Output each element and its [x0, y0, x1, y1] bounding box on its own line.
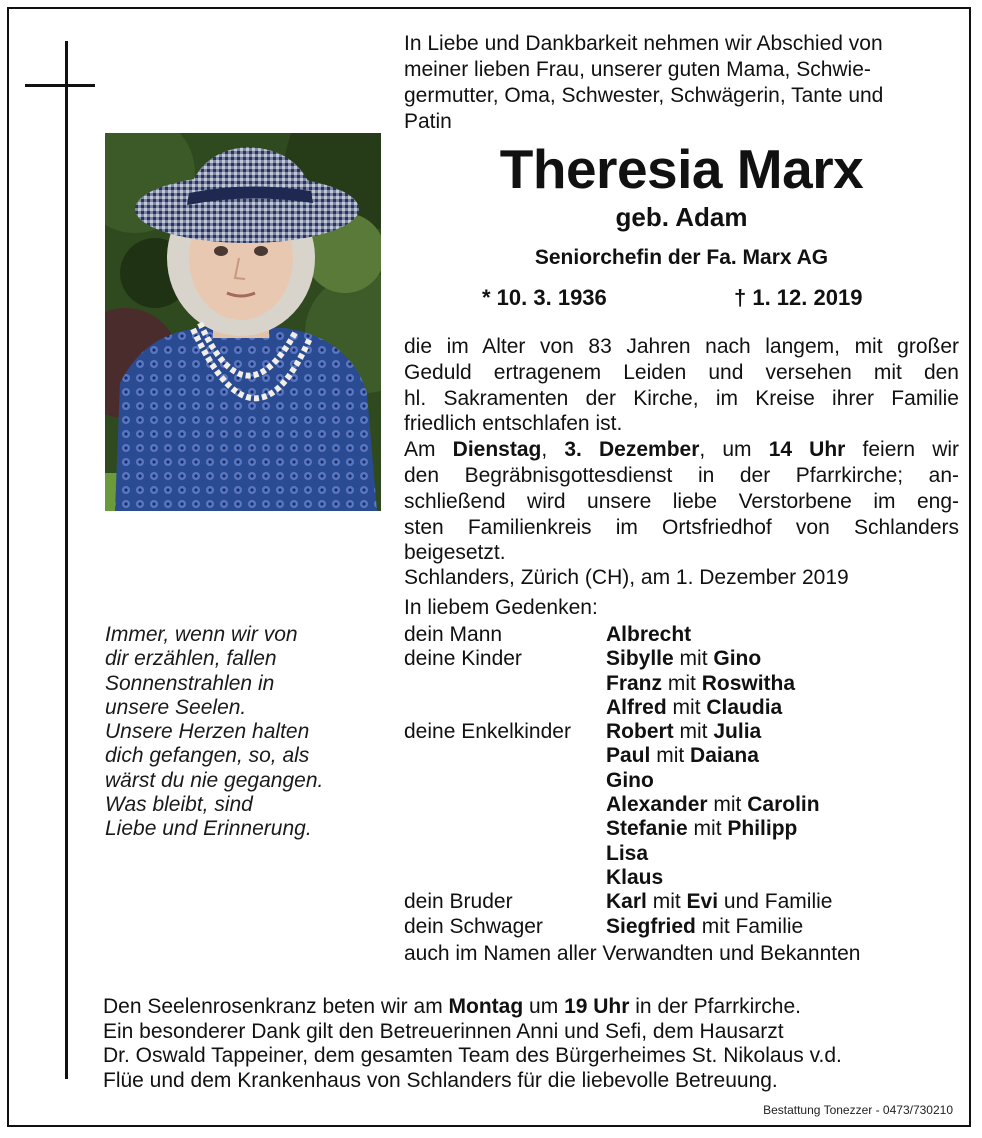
family-name: Paul — [606, 744, 651, 768]
cross-horizontal-bar — [25, 84, 95, 87]
family-connector: mit — [679, 647, 708, 671]
family-name: Daiana — [690, 744, 759, 768]
family-connector: mit — [713, 793, 742, 817]
funeral-am: Am — [404, 438, 436, 462]
poem-line: Unsere Herzen halten — [105, 720, 310, 744]
birth-name: geb. Adam — [615, 202, 748, 232]
rosary-time: 19 Uhr — [564, 995, 630, 1018]
family-name: Alfred — [606, 695, 667, 719]
text-line: friedlich entschlafen ist. — [404, 412, 623, 436]
poem-line: dir erzählen, fallen — [105, 647, 277, 671]
family-name: Robert — [606, 720, 674, 744]
family-name: Sibylle — [606, 647, 674, 671]
family-row — [404, 915, 959, 939]
family-name: Julia — [713, 720, 762, 744]
deceased-role: Seniorchefin der Fa. Marx AG — [534, 246, 829, 269]
obituary-card — [7, 7, 971, 1127]
funeral-comma: , — [541, 438, 548, 462]
poem — [105, 623, 375, 842]
relation-label: deine Enkelkinder — [404, 720, 571, 744]
rosary-text: Den Seelenrosenkranz beten wir am — [103, 995, 443, 1018]
funeral-time: 14 Uhr — [768, 438, 846, 462]
poem-line: Liebe und Erinnerung. — [105, 817, 312, 841]
birth-date: * 10. 3. 1936 — [482, 285, 607, 310]
intro-text — [404, 31, 959, 135]
deceased-name: Theresia Marx — [499, 138, 864, 200]
family-connector: mit — [672, 695, 701, 719]
family-row — [404, 623, 959, 647]
funeral-date: 3. Dezember — [564, 438, 700, 462]
poem-line: unsere Seelen. — [105, 695, 247, 719]
family-name: Alexander — [606, 793, 708, 817]
family-name: Carolin — [747, 793, 820, 817]
family-name: Gino — [713, 647, 762, 671]
place-date: Schlanders, Zürich (CH), am 1. Dezember 2019 — [404, 566, 849, 589]
family-connector: mit — [693, 817, 722, 841]
family-connector: mit — [652, 890, 681, 914]
family-row — [404, 647, 959, 671]
text-line: den Begräbnisgottesdienst in der Pfarrkirche; an- — [404, 463, 959, 487]
family-row — [404, 769, 959, 793]
poem-line: dich gefangen, so, als — [105, 744, 310, 768]
text-line: schließend wird unsere liebe Verstorbene im eng- — [404, 489, 959, 513]
intro-line: Patin — [404, 110, 452, 133]
family-name: Albrecht — [606, 623, 692, 646]
family-suffix: mit Familie — [701, 914, 804, 938]
family-name: Evi — [686, 890, 719, 914]
funeral-line — [404, 437, 959, 463]
family-name: Siegfried — [606, 914, 696, 938]
intro-line: In Liebe und Dankbarkeit nehmen wir Abschied von — [404, 32, 883, 55]
family-row — [404, 817, 959, 841]
family-connector: mit — [667, 671, 696, 695]
family-row — [404, 720, 959, 744]
closing-line: auch im Namen aller Verwandten und Bekannten — [404, 942, 861, 965]
thanks-line: Flüe und dem Krankenhaus von Schlanders für die liebevolle Betreuung. — [103, 1068, 778, 1092]
text-line: beigesetzt. — [404, 541, 506, 565]
rosary-place: in der Pfarrkirche. — [635, 995, 801, 1018]
family-name: Lisa — [606, 841, 649, 865]
poem-line: wärst du nie gegangen. — [105, 768, 324, 792]
family-row — [404, 793, 959, 817]
family-name: Philipp — [727, 817, 798, 841]
in-memory-heading: In liebem Gedenken: — [404, 596, 598, 619]
funeral-day: Dienstag — [452, 438, 542, 462]
rosary-day: Montag — [448, 995, 524, 1018]
family-connector: mit — [679, 720, 708, 744]
thanks-line: Ein besonderer Dank gilt den Betreuerinnen Anni und Sefi, dem Hausarzt — [103, 1019, 784, 1043]
family-row — [404, 842, 959, 866]
family-row — [404, 672, 959, 696]
family-row — [404, 744, 959, 768]
cross-vertical-bar — [65, 41, 68, 1079]
main-text — [404, 334, 959, 566]
text-line: die im Alter von 83 Jahren nach langem, mit großer — [404, 335, 959, 358]
family-name: Franz — [606, 671, 663, 695]
family-name: Gino — [606, 768, 654, 792]
family-row — [404, 890, 959, 914]
relation-label: deine Kinder — [404, 647, 522, 671]
text-line: sten Familienkreis im Ortsfriedhof von Schlanders — [404, 515, 959, 539]
life-dates — [404, 285, 959, 315]
thanks-line: Dr. Oswald Tappeiner, dem gesamten Team des Bürgerheimes St. Nikolaus v.d. — [103, 1044, 842, 1067]
intro-line: germutter, Oma, Schwester, Schwägerin, Tante und — [404, 84, 884, 107]
funeral-um: , um — [699, 438, 752, 462]
family-suffix: und Familie — [723, 890, 833, 914]
funeral-rest: feiern wir — [862, 438, 960, 462]
intro-line: meiner lieben Frau, unserer guten Mama, Schwie- — [404, 58, 871, 81]
family-name: Roswitha — [701, 671, 796, 695]
footer-text — [103, 995, 953, 1093]
rosary-um: um — [529, 995, 559, 1018]
relation-label: dein Mann — [404, 623, 503, 646]
poem-line: Sonnenstrahlen in — [105, 671, 275, 695]
poem-line: Was bleibt, sind — [105, 793, 253, 817]
death-date: † 1. 12. 2019 — [734, 285, 863, 310]
family-row — [404, 866, 959, 890]
undertaker-credit: Bestattung Tonezzer - 0473/730210 — [763, 1103, 953, 1117]
text-line: Geduld ertragenem Leiden und versehen mit den — [404, 360, 959, 384]
relation-label: dein Bruder — [404, 890, 513, 914]
family-row — [404, 696, 959, 720]
family-name: Karl — [606, 890, 647, 914]
relation-label: dein Schwager — [404, 914, 543, 938]
text-line: hl. Sakramenten der Kirche, im Kreise ihrer Familie — [404, 386, 959, 410]
family-connector: mit — [656, 744, 685, 768]
family-name: Klaus — [606, 865, 664, 889]
family-list — [404, 623, 959, 939]
portrait-photo — [105, 133, 381, 511]
poem-line: Immer, wenn wir von — [105, 623, 298, 646]
family-name: Claudia — [706, 695, 783, 719]
rosary-line — [103, 995, 953, 1020]
family-name: Stefanie — [606, 817, 688, 841]
